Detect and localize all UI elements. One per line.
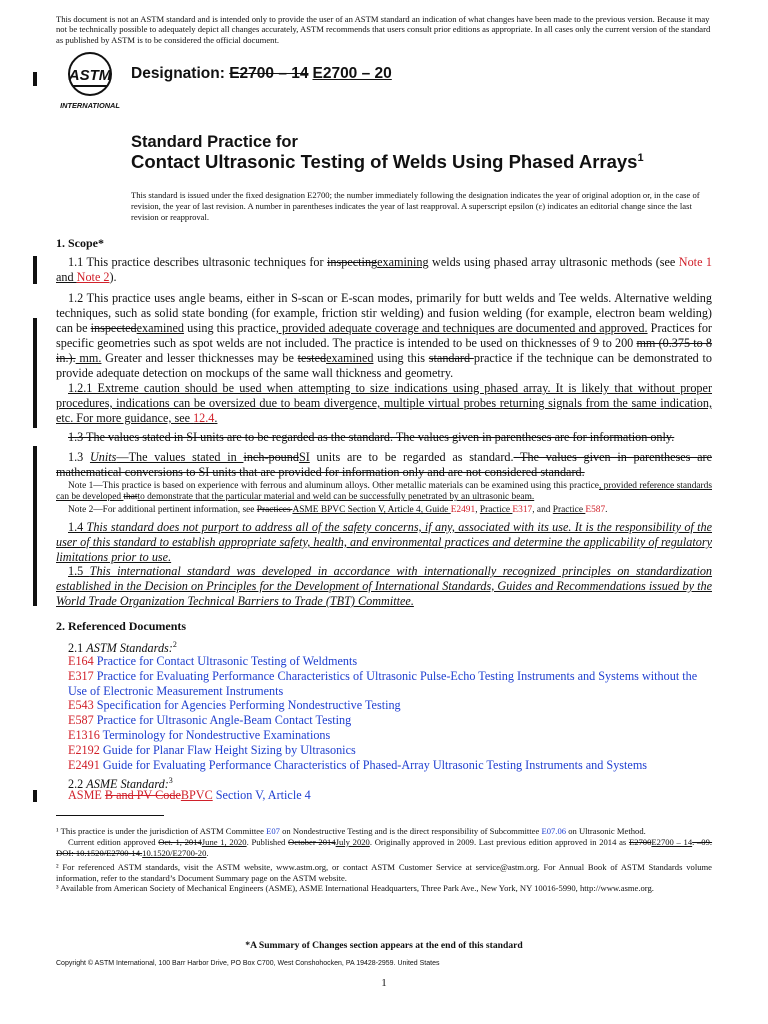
logo-text: INTERNATIONAL	[60, 101, 120, 110]
reference-item[interactable]	[68, 669, 712, 699]
e07-link[interactable]: E07	[266, 826, 280, 836]
change-bar	[33, 378, 37, 428]
e587-link[interactable]: E587	[585, 505, 606, 515]
note-1: Note 1—This practice is based on experience with ferrous and aluminum alloys. Other metallic materials can be examined using this practice, provided reference standards can be developed thatto demonstrate that the particular material and weld can be successfully penetrated by an ultrasonic beam.	[56, 481, 713, 503]
issued-statement: This standard is issued under the fixed designation E2700; the number immediately following the designation indicates the year of original adoption or, in the case of revision, the year of last revision. A number in parentheses indicates the year of last reapproval. A superscript epsilon (ε) indicates an editorial change since the last revision or reapproval.	[131, 190, 700, 222]
astm-standards-subheading: 2.1 ASTM Standards:$^2$	[68, 640, 177, 656]
legal-notice: This document is not an ASTM standard and is intended only to provide the user of an ASTM standard an indication of what changes have been made to the previous version. Because it may not be technically possible to adequately depict all changes accurately, ASTM recommends that users consult prior editions as appropriate. In all cases only the current version of the standard as published by ASTM is to be considered the official document.	[56, 14, 711, 45]
title-line-2	[131, 151, 644, 173]
reference-code[interactable]: E2192	[68, 743, 100, 757]
para-1-3-old: 1.3 The values stated in SI units are to be regarded as the standard. The values given in parentheses are for information only.	[68, 430, 675, 444]
para-1-5: 1.5 This international standard was developed in accordance with internationally recognized principles on standardization established in the Decision on Principles for the Development of International Standards, Guides and Recommendations issued by the World Trade Organization Technical Barriers to Trade (TBT) Committee.	[56, 564, 713, 608]
reference-item[interactable]	[68, 743, 712, 758]
reference-title[interactable]: Terminology for Nondestructive Examinations	[99, 728, 331, 742]
para-1-3: 1.3 Units—The values stated in inch-poundSI units are to be regarded as standard. The values given in parentheses are mathematical conversions to SI units that are provided for information only and are not considered standard.	[56, 450, 712, 479]
para-1-2-1: 1.2.1 Extreme caution should be used when attempting to size indications using phased array. It is likely that without proper procedures, indications can be oversized due to beam divergence, multiple virtual probes returning signals from the same indication, etc. For more guidance, see 12.4.	[56, 381, 712, 425]
reference-item[interactable]	[68, 758, 712, 773]
title-footnote-ref[interactable]: 1	[637, 151, 644, 164]
note-2: Note 2—For additional pertinent information, see Practices ASME BPVC Section V, Article 4, Guide E2491, Practice E317, and Practice E587.	[68, 505, 608, 515]
reference-title[interactable]: Practice for Ultrasonic Angle-Beam Contact Testing	[93, 713, 352, 727]
section-2-heading: 2. Referenced Documents	[56, 619, 187, 633]
section-12-4-link[interactable]: 12.4	[193, 411, 215, 425]
asme-standard-subheading: 2.2 ASME Standard:$^3$	[68, 776, 173, 792]
note-1-link[interactable]: Note 1	[678, 255, 713, 269]
change-bar	[33, 318, 37, 378]
reference-title[interactable]: Guide for Planar Flaw Height Sizing by Ultrasonics	[99, 743, 356, 757]
e2491-link[interactable]: E2491	[450, 505, 476, 515]
change-bar	[33, 72, 37, 86]
change-bar	[33, 256, 37, 284]
copyright: Copyright © ASTM International, 100 Barr Harbor Drive, PO Box C700, West Conshohocken, PA 19428-2959. United States	[56, 960, 440, 967]
reference-title[interactable]: Practice for Evaluating Performance Characteristics of Ultrasonic Pulse-Echo Testing Instruments and Systems without the Use of Electronic Measurement Instruments	[68, 669, 698, 698]
designation	[131, 65, 392, 83]
reference-title[interactable]: Guide for Evaluating Performance Characteristics of Phased-Array Ultrasonic Testing Instruments and Systems	[99, 758, 648, 772]
para-1-2: 1.2 This practice uses angle beams, either in S-scan or E-scan modes, primarily for butt welds and Tee welds. Alternative welding techniques, such as solid state bonding (for example, friction stir welding) and fusion welding (for example, electron beam welding) can be inspectedexamined using this practice, provided adequate coverage and techniques are documented and approved. Practices for specific geometries such as spot welds are not included. The practice is intended to be used on thicknesses of 9 to 200 mm (0.375 to 8 in.). mm. Greater and lesser thicknesses may be testedexamined using this standard practice if the technique can be demonstrated to provide adequate detection on mockups of the same wall thickness and geometry.	[56, 291, 713, 380]
reference-code[interactable]: E164	[68, 654, 94, 668]
reference-title[interactable]: Practice for Contact Ultrasonic Testing of Weldments	[93, 654, 358, 668]
footnote-3: ³ Available from American Society of Mechanical Engineers (ASME), ASME International Headquarters, Three Park Ave., New York, NY 10016-5990, http://www.asme.org.	[56, 883, 654, 893]
reference-title[interactable]: Specification for Agencies Performing Nondestructive Testing	[93, 698, 401, 712]
change-bar	[33, 790, 37, 802]
section-1-heading: 1. Scope*	[56, 236, 104, 250]
title-line-1: Standard Practice for	[131, 133, 298, 151]
astm-logo	[57, 50, 127, 112]
change-bar	[33, 446, 37, 606]
page-number: 1	[381, 977, 387, 989]
e07-06-link[interactable]: E07.06	[541, 826, 567, 836]
reference-item[interactable]	[68, 728, 712, 743]
reference-code[interactable]: E317	[68, 669, 94, 683]
title-text: Contact Ultrasonic Testing of Welds Using Phased Arrays	[131, 151, 638, 172]
footnote-2: ² For referenced ASTM standards, visit the ASTM website, www.astm.org, or contact ASTM Customer Service at service@astm.org. For Annual Book of ASTM Standards volume information, refer to the standard’s Document Summary page on the ASTM website.	[56, 862, 712, 883]
reference-code[interactable]: E1316	[68, 728, 100, 742]
footnote-1: ¹ This practice is under the jurisdiction of ASTM Committee E07 on Nondestructive Testing and is the direct responsibility of Subcommittee E07.06 on Ultrasonic Method. Current edition approved Oct. 1, 2014June 1, 2020. Published October 2014July 2020. Originally approved in 2009. Last previous edition approved in 2014 as E2700E2700 – 14. –09. DOI: 10.1520/E2700-14.10.1520/E2700-20.	[56, 826, 713, 858]
reference-item[interactable]	[68, 698, 712, 713]
svg-text:ASTM: ASTM	[68, 67, 112, 84]
summary-note: *A Summary of Changes section appears at the end of this standard	[245, 940, 523, 951]
footnote-rule	[56, 815, 164, 816]
note-2-link[interactable]: Note 2	[76, 270, 110, 284]
para-1-1: 1.1 This practice describes ultrasonic techniques for inspectingexamining welds using phased array ultrasonic methods (see Note 1 and Note 2).	[56, 255, 713, 284]
reference-code[interactable]: E587	[68, 713, 94, 727]
designation-old: E2700 – 14	[229, 65, 309, 82]
asme-reference[interactable]: ASME B and PV CodeBPVC Section V, Article 4	[68, 788, 311, 802]
designation-label: Designation:	[131, 65, 225, 82]
reference-code[interactable]: E543	[68, 698, 94, 712]
reference-code[interactable]: E2491	[68, 758, 100, 772]
e317-link[interactable]: E317	[512, 505, 533, 515]
designation-new: E2700 – 20	[312, 65, 392, 82]
reference-item[interactable]	[68, 654, 712, 669]
reference-item[interactable]	[68, 713, 712, 728]
para-1-4: 1.4 This standard does not purport to address all of the safety concerns, if any, associated with its use. It is the responsibility of the user of this standard to establish appropriate safety, health, and environmental practices and determine the applicability of regulatory limitations prior to use.	[56, 520, 712, 564]
